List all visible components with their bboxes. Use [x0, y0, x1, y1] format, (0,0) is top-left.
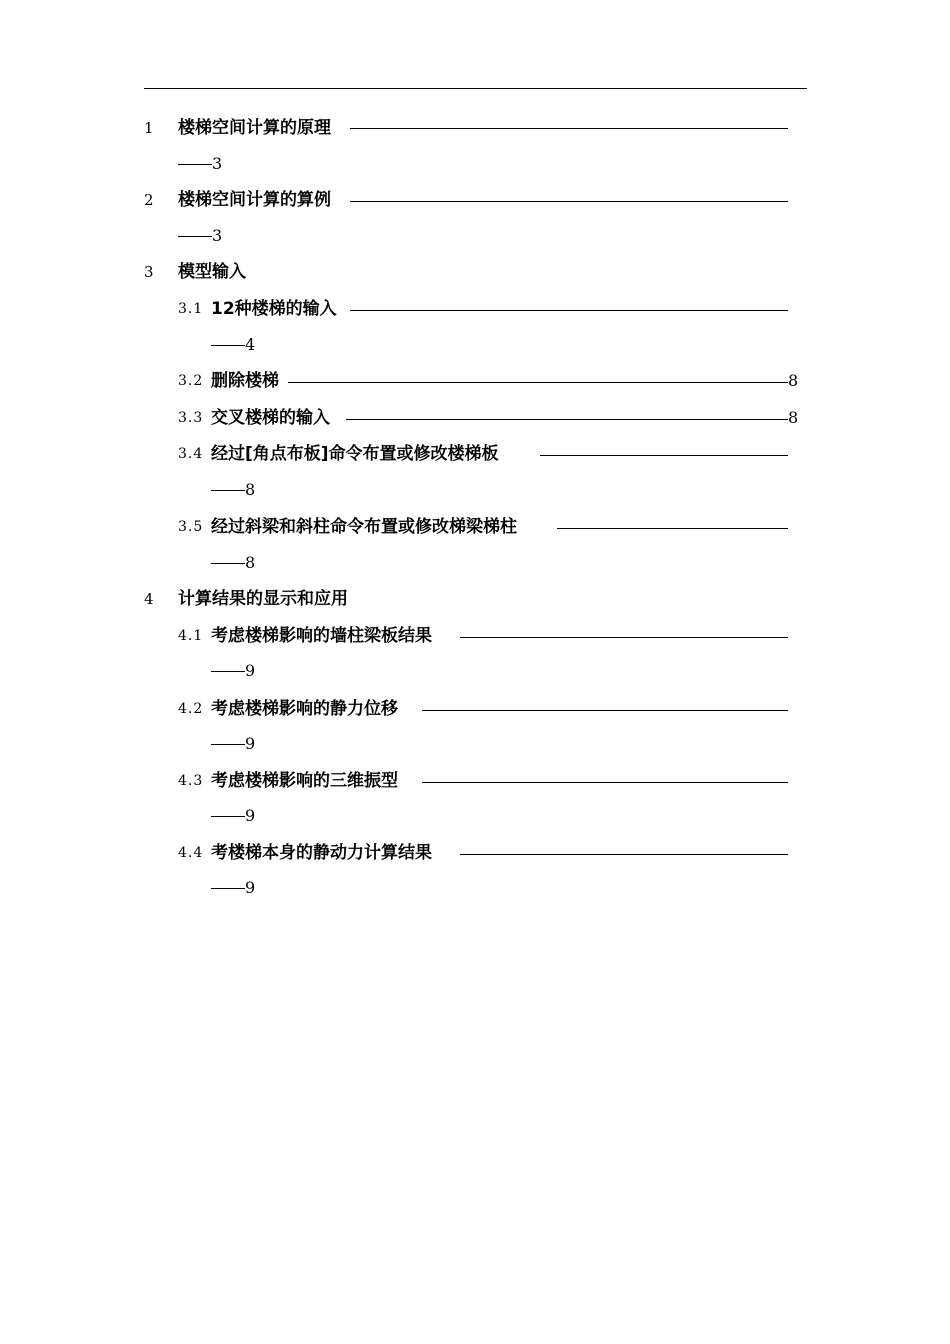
toc-leader	[288, 382, 788, 383]
toc-title: 12种楼梯的输入	[211, 299, 337, 319]
toc-number: 4	[144, 590, 154, 608]
toc-number: 3.2	[178, 373, 204, 389]
toc-number: 4.3	[178, 773, 204, 789]
toc-leader	[540, 455, 788, 456]
toc-leader	[557, 528, 788, 529]
toc-title: 考虑楼梯影响的三维振型	[211, 771, 398, 791]
toc-page: 9	[245, 878, 256, 897]
toc-title: 交叉楼梯的输入	[211, 408, 330, 428]
toc-leader-tail	[178, 236, 212, 237]
toc-page-line	[211, 733, 255, 755]
toc-leader-tail	[211, 816, 245, 817]
toc-leader	[350, 201, 788, 202]
toc-title: 删除楼梯	[211, 371, 279, 391]
toc-page: 9	[245, 661, 256, 680]
toc-leader	[460, 854, 788, 855]
toc-page-line	[178, 153, 222, 175]
toc-leader	[460, 637, 788, 638]
toc-leader-tail	[178, 164, 212, 165]
toc-number: 4.2	[178, 701, 204, 717]
header-rule	[144, 88, 807, 89]
toc-title: 经过[角点布板]命令布置或修改楼梯板	[211, 444, 499, 464]
toc-page-line	[211, 552, 255, 574]
toc-page-line	[211, 877, 255, 899]
toc-leader	[350, 128, 788, 129]
toc-title: 考楼梯本身的静动力计算结果	[211, 843, 432, 863]
toc-page: 8	[245, 480, 256, 499]
toc-number: 3	[144, 263, 154, 281]
toc-page: 3	[212, 154, 223, 173]
toc-number: 2	[144, 191, 154, 209]
toc-number: 3.4	[178, 446, 204, 462]
toc-page-line	[211, 334, 255, 356]
toc-leader-tail	[211, 345, 245, 346]
toc-leader-tail	[211, 744, 245, 745]
toc-page-line	[211, 660, 255, 682]
toc-page-line	[211, 479, 255, 501]
toc-page: 4	[245, 335, 256, 354]
toc-page-line	[178, 225, 222, 247]
toc-title: 考虑楼梯影响的墙柱梁板结果	[211, 626, 432, 646]
toc-leader	[346, 419, 788, 420]
toc-page: 8	[788, 371, 799, 390]
toc-title: 楼梯空间计算的原理	[178, 118, 331, 138]
toc-leader-tail	[211, 490, 245, 491]
toc-page-line	[211, 805, 255, 827]
toc-leader-tail	[211, 563, 245, 564]
toc-number: 3.1	[178, 301, 204, 317]
toc-leader	[422, 710, 788, 711]
toc-page: 8	[788, 408, 799, 427]
toc-title: 经过斜梁和斜柱命令布置或修改梯梁梯柱	[211, 517, 517, 537]
toc-page: 9	[245, 806, 256, 825]
toc-leader	[350, 310, 788, 311]
toc-title: 计算结果的显示和应用	[178, 589, 348, 609]
toc-title: 模型输入	[178, 262, 246, 282]
toc-page: 8	[245, 553, 256, 572]
toc-leader-tail	[211, 888, 245, 889]
toc-title: 考虑楼梯影响的静力位移	[211, 699, 398, 719]
toc-title: 楼梯空间计算的算例	[178, 190, 331, 210]
toc-number: 3.5	[178, 519, 204, 535]
toc-number: 4.1	[178, 628, 204, 644]
toc-leader-tail	[211, 671, 245, 672]
toc-number: 1	[144, 119, 154, 137]
toc-leader	[422, 782, 788, 783]
toc-number: 4.4	[178, 845, 204, 861]
toc-number: 3.3	[178, 410, 204, 426]
toc-page: 3	[212, 226, 223, 245]
toc-page: 9	[245, 734, 256, 753]
